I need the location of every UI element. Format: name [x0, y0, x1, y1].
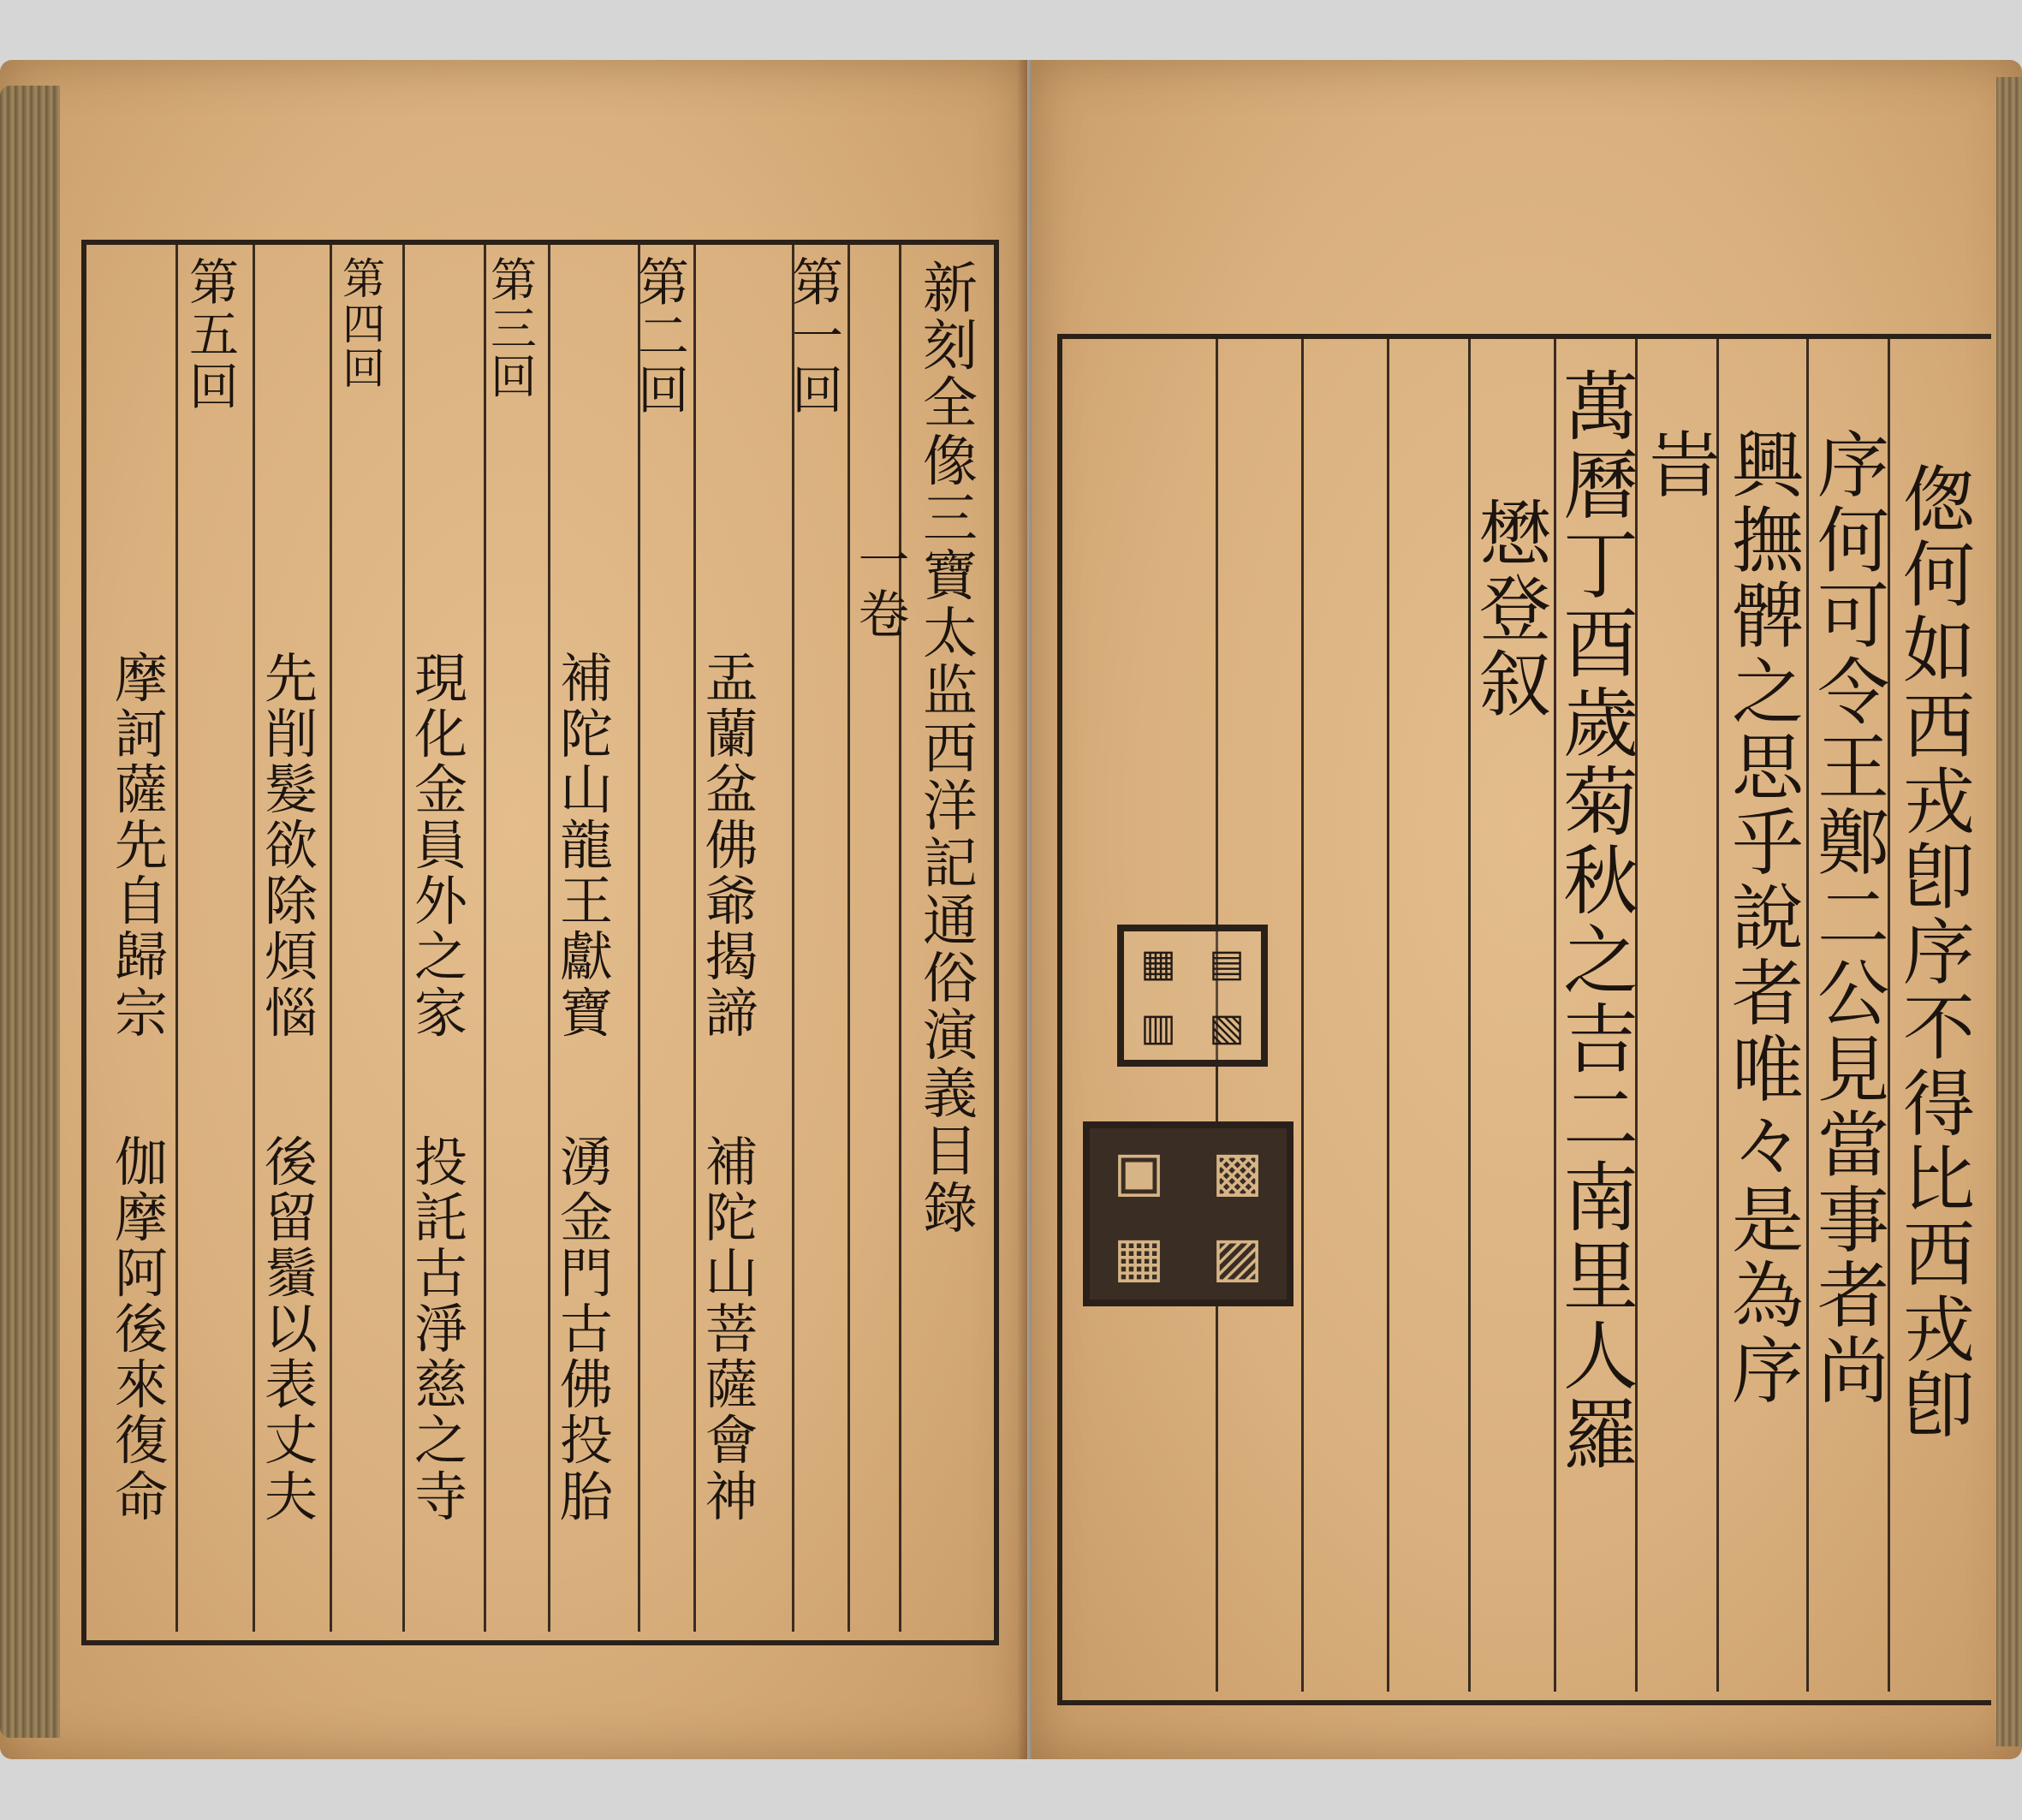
volume-label: 一 卷: [858, 532, 910, 645]
preface-signature: 懋 登 叙: [1478, 492, 1551, 728]
catalog-title: 新 刻 全 像 三 寶 太 监 西 洋 記 通 俗 演 義 目 錄: [923, 258, 978, 1241]
column-rule: [253, 245, 255, 1632]
preface-column-3: 興 撫 髀 之 思 乎 說 者 唯 々 是 為 序: [1731, 424, 1804, 1414]
chapter-1-line2: 補 陀 山 菩 薩 會 神: [705, 1131, 758, 1528]
column-rule: [548, 245, 550, 1632]
chapter-3-line2: 投 託 古 淨 慈 之 寺: [413, 1131, 467, 1528]
chapter-1-line1: 盂 蘭 盆 佛 爺 揭 諦: [705, 647, 758, 1044]
preface-date-author: 萬 曆 丁 酉 歲 菊 秋 之 吉 二 南 里 人 羅: [1562, 363, 1638, 1480]
chapter-4-line2: 後 留 鬚 以 表 丈 夫: [264, 1131, 318, 1528]
chapter-5-line2: 伽 摩 阿 後 來 復 命: [114, 1131, 168, 1528]
seal-lower: ▣ ▩ ▦ ▨: [1083, 1121, 1293, 1306]
column-rule: [330, 245, 332, 1632]
chapter-number-5: 第 五 回: [188, 253, 239, 416]
chapter-number-2: 第 二 回: [638, 253, 689, 421]
column-rule: [175, 245, 178, 1632]
column-rule: [1387, 339, 1389, 1692]
chapter-5-line1: 摩 訶 薩 先 自 歸 宗: [114, 647, 168, 1044]
chapter-2-line2: 湧 金 門 古 佛 投 胎: [559, 1131, 613, 1528]
column-rule: [1716, 339, 1719, 1692]
column-rule: [1301, 339, 1304, 1692]
open-book: [0, 60, 2022, 1759]
column-rule: [899, 245, 901, 1632]
left-page: [0, 60, 1027, 1759]
chapter-3-line1: 現 化 金 員 外 之 家: [413, 647, 467, 1044]
page-edges-right: [1996, 77, 2022, 1746]
column-rule: [484, 245, 486, 1632]
column-rule: [1468, 339, 1471, 1692]
column-rule: [847, 245, 850, 1632]
preface-column-2: 序 何 可 令 王 鄭 二 公 見 當 事 者 尚: [1817, 424, 1889, 1414]
right-page: [1032, 60, 2022, 1759]
chapter-2-line1: 補 陀 山 龍 王 獻 寶: [559, 647, 613, 1044]
left-page-frame: [81, 240, 999, 1645]
chapter-number-3: 第 三 回: [491, 253, 537, 405]
chapter-number-1: 第 一 回: [792, 253, 843, 421]
column-rule: [638, 245, 640, 1632]
chapter-4-line1: 先 削 髮 欲 除 煩 惱: [264, 647, 318, 1044]
preface-column-1: 偬 何 如 西 戎 卽 序 不 得 比 西 戎 卽: [1902, 458, 1975, 1448]
seal-upper: ▦ ▤ ▥ ▧: [1117, 925, 1268, 1067]
chapter-number-4: 第 四 回: [342, 254, 385, 394]
column-rule: [402, 245, 405, 1632]
preface-column-4: 旹: [1648, 424, 1721, 508]
column-rule: [792, 245, 794, 1632]
page-edges: [0, 86, 60, 1738]
